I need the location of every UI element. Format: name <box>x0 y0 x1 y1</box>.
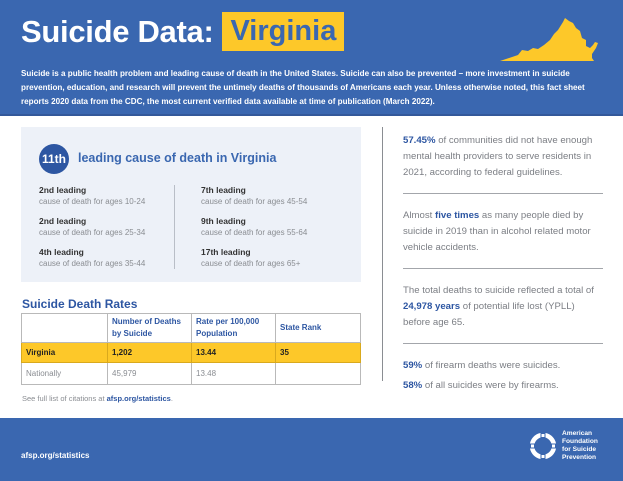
fact-item <box>403 208 603 268</box>
table-cell <box>276 363 361 385</box>
rank-item <box>201 185 307 216</box>
fact-text: of firearm deaths were suicides. <box>422 360 561 371</box>
rank-level: 7th leading <box>201 185 246 195</box>
fact-highlight: 57.45% <box>403 135 436 146</box>
fact-highlight: five times <box>435 210 480 221</box>
column-divider <box>174 185 175 269</box>
rank-description: cause of death for ages 65+ <box>201 259 301 268</box>
leading-cause-panel <box>21 127 361 282</box>
table-row-virginia <box>22 343 361 363</box>
table-header-cell: State Rank <box>276 314 361 343</box>
footer-url-link[interactable]: afsp.org/statistics <box>21 451 90 460</box>
rank-badge: 11th <box>39 144 69 174</box>
intro-paragraph: Suicide is a public health problem and leading cause of death in the United States. Suicide can also be prevented – more investment in suicide prevention, education, and research will prevent the untimely deaths of thousands of Americans each year. Unless otherwise noted, this fact sheet reports 2020 data from the CDC, the most current verified data available at time of publication (March 2022). <box>21 69 585 106</box>
rank-item <box>39 216 145 247</box>
fact-divider <box>403 268 603 269</box>
rank-level: 17th leading <box>201 247 251 257</box>
rank-column-left <box>39 185 145 278</box>
table-header-cell: Rate per 100,000 Population <box>192 314 276 343</box>
rank-headline: leading cause of death in Virginia <box>78 151 277 165</box>
facts-column <box>403 133 603 398</box>
table-cell: Virginia <box>22 343 108 363</box>
title-row <box>21 12 344 51</box>
fact-text: of communities did not have enough mental health providers to serve residents in 2021, according to federal guidelines. <box>403 135 593 178</box>
suicide-death-rates-table <box>21 313 361 385</box>
citation-note <box>22 394 173 403</box>
logo-wordmark <box>562 430 598 462</box>
page-title: Suicide Data: <box>21 13 214 49</box>
logo-line: for Suicide <box>562 446 597 453</box>
fact-item <box>403 133 603 193</box>
rank-column-right <box>201 185 307 278</box>
header-banner <box>0 0 623 116</box>
table-cell: Nationally <box>22 363 108 385</box>
rank-item <box>39 247 145 278</box>
logo-line: Prevention <box>562 454 597 461</box>
fact-item <box>403 378 603 398</box>
logo-line: Foundation <box>562 438 598 445</box>
rank-item <box>39 185 145 216</box>
table-cell: 35 <box>276 343 361 363</box>
table-cell: 1,202 <box>108 343 192 363</box>
table-cell: 13.44 <box>192 343 276 363</box>
fact-text: of all suicides were by firearms. <box>422 380 559 391</box>
fact-divider <box>403 193 603 194</box>
table-row-national <box>22 363 361 385</box>
rank-description: cause of death for ages 55-64 <box>201 228 308 237</box>
rank-description: cause of death for ages 10-24 <box>39 197 146 206</box>
citation-prefix: See full list of citations at <box>22 394 107 403</box>
state-name-badge: Virginia <box>222 12 344 51</box>
rank-description: cause of death for ages 35-44 <box>39 259 146 268</box>
vertical-divider <box>382 127 383 381</box>
footer-banner <box>0 418 623 481</box>
table-header-cell <box>22 314 108 343</box>
fact-highlight: 59% <box>403 360 423 371</box>
fact-highlight: 24,978 years <box>403 301 461 312</box>
rank-item <box>201 216 307 247</box>
afsp-logo[interactable] <box>530 430 598 462</box>
rank-level: 4th leading <box>39 247 84 257</box>
rank-level: 2nd leading <box>39 216 87 226</box>
table-cell: 45,979 <box>108 363 192 385</box>
table-cell: 13.48 <box>192 363 276 385</box>
fact-text: as many people died by suicide in 2019 than in alcohol related motor vehicle accidents. <box>403 210 591 253</box>
rank-level: 2nd leading <box>39 185 87 195</box>
rank-description: cause of death for ages 45-54 <box>201 197 308 206</box>
fact-divider <box>403 343 603 344</box>
citation-link[interactable]: afsp.org/statistics <box>106 394 171 403</box>
fact-highlight: 58% <box>403 380 423 391</box>
fact-prefix: The total deaths to suicide reflected a total of <box>403 285 594 296</box>
fact-item <box>403 358 603 378</box>
table-header-cell: Number of Deaths by Suicide <box>108 314 192 343</box>
fact-text: of potential life lost (YPLL) before age 65. <box>403 301 575 328</box>
rank-description: cause of death for ages 25-34 <box>39 228 146 237</box>
logo-line: American <box>562 430 593 437</box>
rates-section-title: Suicide Death Rates <box>22 297 138 311</box>
rank-item <box>201 247 307 278</box>
table-header-row <box>22 314 361 343</box>
virginia-state-map-icon <box>500 18 605 64</box>
fact-item <box>403 283 603 343</box>
rank-level: 9th leading <box>201 216 246 226</box>
fact-prefix: Almost <box>403 210 435 221</box>
citation-suffix: . <box>170 394 173 403</box>
life-preserver-icon <box>530 433 556 459</box>
